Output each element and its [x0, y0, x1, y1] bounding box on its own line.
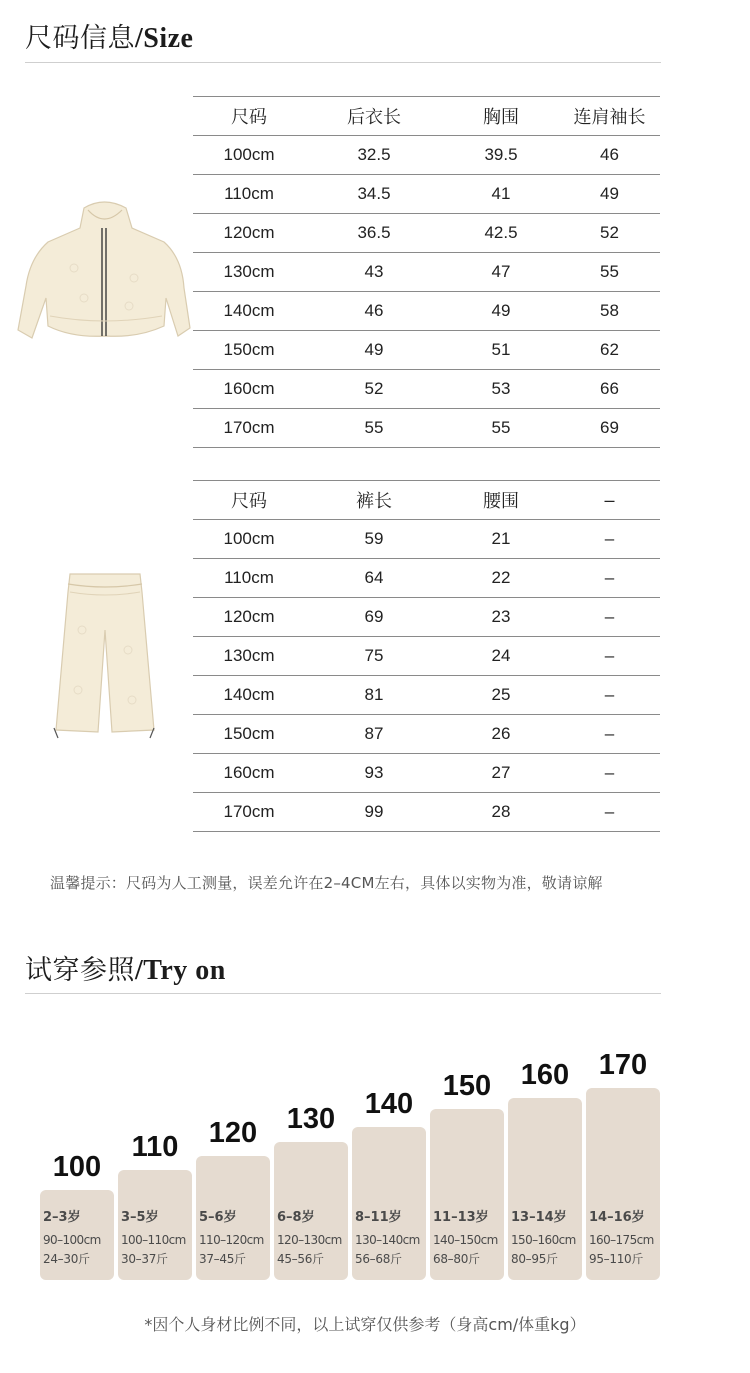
cell: 66 [559, 370, 660, 409]
tryon-height: 90–100cm [43, 1233, 101, 1247]
cell: 130cm [193, 637, 305, 676]
table-row [193, 520, 660, 559]
top-size-table [193, 96, 660, 448]
cell: 41 [443, 175, 559, 214]
cell: 52 [305, 370, 443, 409]
tryon-height: 150–160cm [511, 1233, 576, 1247]
tryon-size-label: 100 [52, 1151, 102, 1183]
tryon-size-label: 130 [286, 1103, 336, 1135]
cell: 24 [443, 637, 559, 676]
tryon-bar-group [40, 1040, 662, 1280]
cell: 52 [559, 214, 660, 253]
cell: 46 [305, 292, 443, 331]
cell: 110cm [193, 559, 305, 598]
cell: – [559, 520, 660, 559]
table-row [193, 175, 660, 214]
header-waist: 腰围 [443, 481, 559, 520]
table-row [193, 292, 660, 331]
tryon-age: 3–5岁 [121, 1210, 159, 1225]
tryon-weight: 80–95斤 [511, 1252, 558, 1266]
table-row [193, 370, 660, 409]
cell: 110cm [193, 175, 305, 214]
tryon-height: 110–120cm [199, 1233, 264, 1247]
table-row [193, 559, 660, 598]
tryon-age: 13–14岁 [511, 1210, 567, 1225]
cell: 59 [305, 520, 443, 559]
cell: 49 [559, 175, 660, 214]
table-row [193, 793, 660, 832]
tryon-weight: 30–37斤 [121, 1252, 168, 1266]
tryon-height: 100–110cm [121, 1233, 186, 1247]
cell: 39.5 [443, 136, 559, 175]
tryon-age: 11–13岁 [433, 1210, 489, 1225]
tryon-age: 5–6岁 [199, 1210, 237, 1225]
cell: 49 [305, 331, 443, 370]
table-row [193, 754, 660, 793]
tryon-weight: 68–80斤 [433, 1252, 480, 1266]
tryon-weight: 24–30斤 [43, 1252, 90, 1266]
cell: 130cm [193, 253, 305, 292]
tryon-size-label: 150 [442, 1070, 492, 1102]
cell: 99 [305, 793, 443, 832]
tryon-bar-100 [40, 1040, 114, 1280]
cell: 55 [559, 253, 660, 292]
cell: 69 [559, 409, 660, 448]
header-empty: – [559, 481, 660, 520]
measurement-tip: 温馨提示：尺码为人工测量，误差允许在2–4CM左右，具体以实物为准，敬请谅解 [50, 874, 603, 892]
tryon-bar-170 [586, 1040, 660, 1280]
cell: 46 [559, 136, 660, 175]
cell: 49 [443, 292, 559, 331]
tryon-bar-120 [196, 1040, 270, 1280]
table-row [193, 676, 660, 715]
tryon-bar-150 [430, 1040, 504, 1280]
tryon-size-label: 120 [208, 1117, 258, 1149]
header-size: 尺码 [193, 481, 305, 520]
cell: 28 [443, 793, 559, 832]
tryon-bar-box [40, 1190, 114, 1280]
size-title-cn: 尺码信息 [25, 23, 135, 54]
table-row [193, 136, 660, 175]
table-row [193, 331, 660, 370]
cell: – [559, 637, 660, 676]
cell: 170cm [193, 409, 305, 448]
size-section-title [25, 16, 194, 55]
tryon-weight: 45–56斤 [277, 1252, 324, 1266]
cell: 62 [559, 331, 660, 370]
cell: 64 [305, 559, 443, 598]
cell: 42.5 [443, 214, 559, 253]
tryon-bar-140 [352, 1040, 426, 1280]
cell: – [559, 598, 660, 637]
tryon-bar-box [430, 1109, 504, 1280]
pants-size-table [193, 480, 660, 832]
header-size: 尺码 [193, 97, 305, 136]
table-row [193, 715, 660, 754]
cell: 120cm [193, 214, 305, 253]
cell: 21 [443, 520, 559, 559]
jacket-image [14, 198, 194, 348]
cell: 100cm [193, 520, 305, 559]
tryon-height: 160–175cm [589, 1233, 654, 1247]
cell: 26 [443, 715, 559, 754]
cell: 36.5 [305, 214, 443, 253]
cell: 120cm [193, 598, 305, 637]
cell: 140cm [193, 292, 305, 331]
table-row [193, 409, 660, 448]
tryon-bar-box [352, 1127, 426, 1280]
cell: 150cm [193, 331, 305, 370]
table-header-row [193, 481, 660, 520]
cell: 170cm [193, 793, 305, 832]
tryon-age: 6–8岁 [277, 1210, 315, 1225]
cell: 47 [443, 253, 559, 292]
tryon-weight: 95–110斤 [589, 1252, 644, 1266]
cell: 32.5 [305, 136, 443, 175]
cell: 160cm [193, 370, 305, 409]
tryon-weight: 56–68斤 [355, 1252, 402, 1266]
tryon-bar-130 [274, 1040, 348, 1280]
cell: 23 [443, 598, 559, 637]
tryon-size-label: 160 [520, 1059, 570, 1091]
cell: 55 [305, 409, 443, 448]
cell: 81 [305, 676, 443, 715]
tryon-bar-box [118, 1170, 192, 1280]
tryon-height: 130–140cm [355, 1233, 420, 1247]
tryon-height: 140–150cm [433, 1233, 498, 1247]
cell: – [559, 676, 660, 715]
cell: – [559, 715, 660, 754]
cell: 53 [443, 370, 559, 409]
tryon-bar-box [196, 1156, 270, 1280]
tryon-size-label: 140 [364, 1088, 414, 1120]
tryon-section-divider [25, 993, 661, 994]
size-title-en: /Size [135, 23, 194, 54]
cell: 55 [443, 409, 559, 448]
tryon-age: 8–11岁 [355, 1210, 402, 1225]
cell: 22 [443, 559, 559, 598]
cell: 58 [559, 292, 660, 331]
tryon-bar-box [274, 1142, 348, 1280]
cell: 75 [305, 637, 443, 676]
tryon-footnote: *因个人身材比例不同，以上试穿仅供参考（身高cm/体重kg） [144, 1315, 586, 1334]
table-header-row [193, 97, 660, 136]
cell: 87 [305, 715, 443, 754]
cell: 140cm [193, 676, 305, 715]
cell: 34.5 [305, 175, 443, 214]
table-row [193, 253, 660, 292]
cell: 43 [305, 253, 443, 292]
cell: 51 [443, 331, 559, 370]
tryon-bar-box [508, 1098, 582, 1280]
header-back-length: 后衣长 [305, 97, 443, 136]
size-section-divider [25, 62, 661, 63]
table-row [193, 214, 660, 253]
header-pants-length: 裤长 [305, 481, 443, 520]
tryon-height: 120–130cm [277, 1233, 342, 1247]
cell: 69 [305, 598, 443, 637]
tryon-age: 14–16岁 [589, 1210, 645, 1225]
tryon-section-title [25, 948, 226, 987]
cell: – [559, 559, 660, 598]
tryon-title-en: /Try on [135, 955, 226, 986]
cell: – [559, 754, 660, 793]
header-sleeve: 连肩袖长 [559, 97, 660, 136]
header-chest: 胸围 [443, 97, 559, 136]
cell: 27 [443, 754, 559, 793]
tryon-title-cn: 试穿参照 [25, 955, 135, 986]
tryon-weight: 37–45斤 [199, 1252, 246, 1266]
cell: 100cm [193, 136, 305, 175]
cell: 150cm [193, 715, 305, 754]
cell: 160cm [193, 754, 305, 793]
tryon-bar-110 [118, 1040, 192, 1280]
tryon-bar-160 [508, 1040, 582, 1280]
tryon-size-label: 110 [131, 1131, 179, 1163]
tryon-bar-box [586, 1088, 660, 1280]
cell: 93 [305, 754, 443, 793]
cell: 25 [443, 676, 559, 715]
pants-image [50, 570, 160, 740]
cell: – [559, 793, 660, 832]
table-row [193, 637, 660, 676]
tryon-size-label: 170 [598, 1049, 648, 1081]
table-row [193, 598, 660, 637]
tryon-age: 2–3岁 [43, 1210, 81, 1225]
